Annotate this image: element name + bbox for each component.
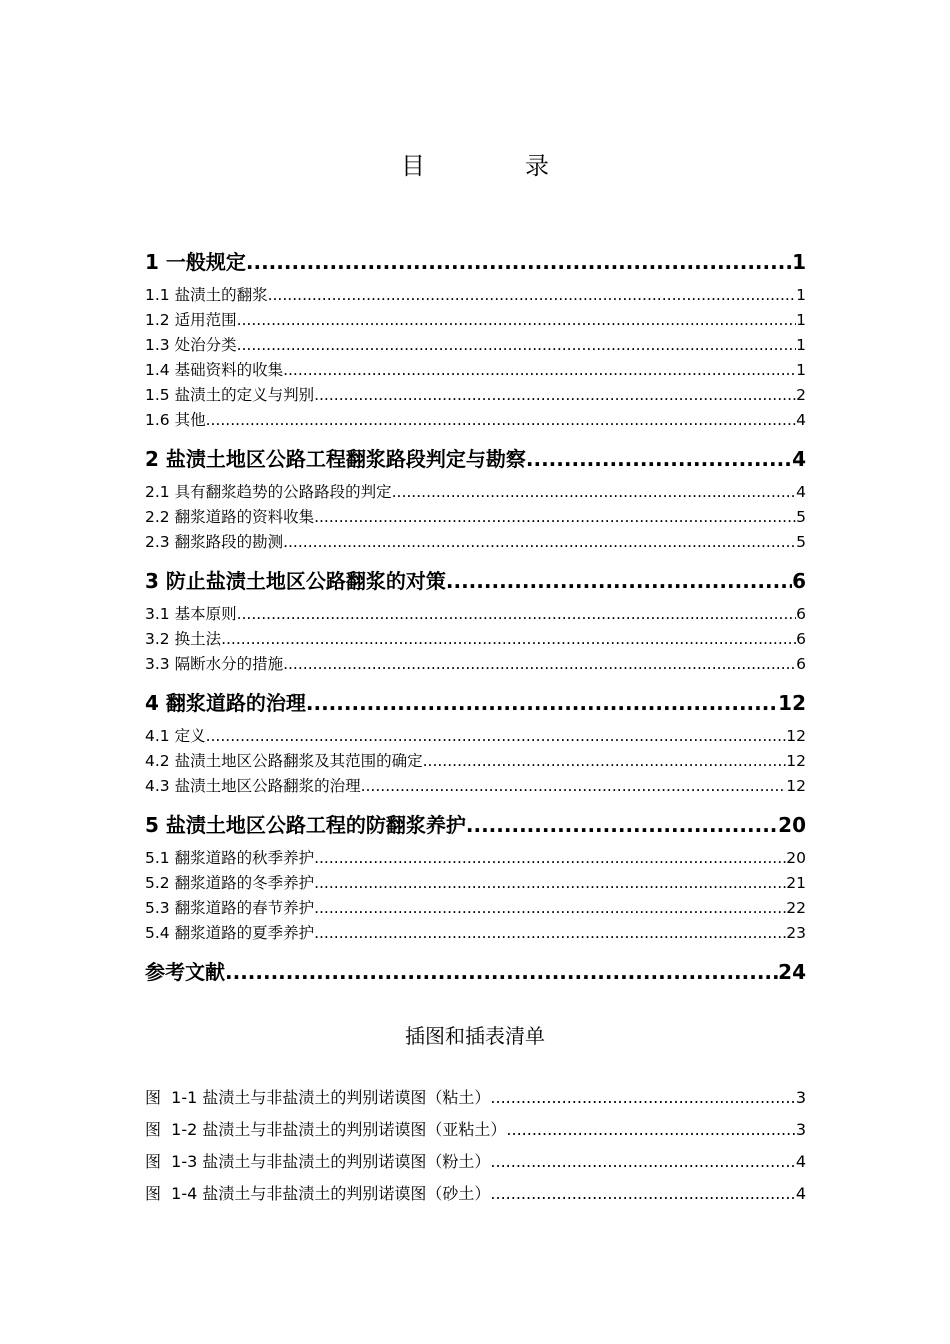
toc-dot-leader — [392, 480, 797, 505]
toc-section-label: 4.3 盐渍土地区公路翻浆的治理 — [145, 777, 361, 795]
toc-section-page: 5 — [796, 533, 806, 551]
toc-section-page: 4 — [796, 483, 806, 501]
figure-label: 图 1-3 盐渍土与非盐渍土的判别诺谟图（粉土） — [145, 1152, 491, 1171]
toc-chapter-entry[interactable] — [145, 248, 806, 276]
toc-section-label: 3.2 换土法 — [145, 630, 222, 648]
toc-dot-leader — [446, 567, 792, 595]
toc-dot-leader — [268, 283, 797, 308]
figure-list-entry[interactable] — [145, 1146, 806, 1178]
toc-dot-leader — [237, 333, 797, 358]
toc-section-label: 3.1 基本原则 — [145, 605, 237, 623]
toc-section-label: 2.2 翻浆道路的资料收集 — [145, 508, 315, 526]
toc-section-page: 1 — [796, 336, 806, 354]
toc-section-label: 1.4 基础资料的收集 — [145, 361, 284, 379]
toc-section-label: 1.5 盐渍土的定义与判别 — [145, 386, 315, 404]
toc-section-entry[interactable] — [145, 627, 806, 652]
toc-section-page: 2 — [796, 386, 806, 404]
toc-section-entry[interactable] — [145, 283, 806, 308]
toc-section-label: 2.1 具有翻浆趋势的公路路段的判定 — [145, 483, 392, 501]
toc-dot-leader — [206, 724, 787, 749]
toc-section-entry[interactable] — [145, 308, 806, 333]
toc-chapter-label: 1 一般规定 — [145, 250, 246, 274]
toc-dot-leader — [314, 921, 786, 946]
toc-section-entry[interactable] — [145, 749, 806, 774]
toc-chapter-entry[interactable] — [145, 445, 806, 473]
toc-chapter-label: 3 防止盐渍土地区公路翻浆的对策 — [145, 569, 446, 593]
toc-chapter-entry[interactable] — [145, 811, 806, 839]
toc-dot-leader — [526, 445, 792, 473]
figure-page: 3 — [795, 1088, 806, 1107]
toc-section-page: 1 — [796, 361, 806, 379]
toc-section-label: 1.1 盐渍土的翻浆 — [145, 286, 268, 304]
toc-title: 目 录 — [401, 152, 587, 180]
toc-chapter-page: 20 — [778, 813, 806, 837]
toc-chapter-label: 4 翻浆道路的治理 — [145, 691, 306, 715]
toc-section-entry[interactable] — [145, 921, 806, 946]
toc-section-page: 21 — [786, 874, 806, 892]
figure-list-entry[interactable] — [145, 1082, 806, 1114]
figure-page: 4 — [795, 1152, 806, 1171]
toc-section-page: 22 — [786, 899, 806, 917]
toc-section-entry[interactable] — [145, 724, 806, 749]
toc-chapter-label: 参考文献 — [145, 960, 225, 984]
toc-section-entry[interactable] — [145, 652, 806, 677]
toc-dot-leader — [306, 689, 778, 717]
toc-section-label: 1.3 处治分类 — [145, 336, 237, 354]
toc-dot-leader — [423, 749, 787, 774]
toc-chapter-page: 4 — [792, 447, 806, 471]
toc-section-entry[interactable] — [145, 530, 806, 555]
toc-section-entry[interactable] — [145, 358, 806, 383]
toc-dot-leader — [283, 652, 796, 677]
toc-section-entry[interactable] — [145, 774, 806, 799]
toc-section-label: 1.2 适用范围 — [145, 311, 237, 329]
toc-chapter-page: 24 — [778, 960, 806, 984]
figure-label: 图 1-1 盐渍土与非盐渍土的判别诺谟图（粘土） — [145, 1088, 491, 1107]
toc-dot-leader — [237, 308, 797, 333]
toc-chapter-entry[interactable] — [145, 689, 806, 717]
toc-section-label: 3.3 隔断水分的措施 — [145, 655, 284, 673]
toc-dot-leader — [466, 811, 778, 839]
toc-section-label: 5.2 翻浆道路的冬季养护 — [145, 874, 315, 892]
toc-section-page: 12 — [786, 777, 806, 795]
figure-page: 3 — [795, 1120, 806, 1139]
figure-dot-leader — [490, 1178, 795, 1210]
toc-chapter-page: 12 — [778, 691, 806, 715]
toc-section-label: 5.3 翻浆道路的春节养护 — [145, 899, 315, 917]
toc-dot-leader — [237, 602, 797, 627]
figure-dot-leader — [490, 1146, 795, 1178]
toc-section-page: 4 — [796, 411, 806, 429]
toc-section-entry[interactable] — [145, 480, 806, 505]
toc-section-page: 1 — [796, 311, 806, 329]
figure-page: 4 — [795, 1184, 806, 1203]
toc-dot-leader — [206, 408, 797, 433]
toc-chapter-page: 6 — [792, 569, 806, 593]
toc-dot-leader — [225, 958, 778, 986]
toc-section-entry[interactable] — [145, 602, 806, 627]
figure-label: 图 1-2 盐渍土与非盐渍土的判别诺谟图（亚粘土） — [145, 1120, 507, 1139]
toc-section-label: 2.3 翻浆路段的勘测 — [145, 533, 284, 551]
toc-section-page: 5 — [796, 508, 806, 526]
figure-dot-leader — [490, 1082, 795, 1114]
toc-chapter-label: 5 盐渍土地区公路工程的防翻浆养护 — [145, 813, 466, 837]
figure-label: 图 1-4 盐渍土与非盐渍土的判别诺谟图（砂土） — [145, 1184, 491, 1203]
toc-dot-leader — [314, 505, 796, 530]
figure-dot-leader — [506, 1114, 795, 1146]
toc-dot-leader — [246, 248, 792, 276]
toc-section-page: 12 — [786, 752, 806, 770]
table-of-contents — [145, 248, 806, 986]
toc-dot-leader — [283, 358, 796, 383]
toc-section-label: 5.4 翻浆道路的夏季养护 — [145, 924, 315, 942]
toc-section-entry[interactable] — [145, 871, 806, 896]
toc-section-entry[interactable] — [145, 408, 806, 433]
figures-list-title: 插图和插表清单 — [405, 1024, 545, 1048]
toc-dot-leader — [314, 383, 796, 408]
toc-chapter-entry[interactable] — [145, 567, 806, 595]
toc-dot-leader — [314, 896, 786, 921]
toc-section-entry[interactable] — [145, 896, 806, 921]
toc-section-entry[interactable] — [145, 333, 806, 358]
figure-list-entry[interactable] — [145, 1178, 806, 1210]
toc-chapter-entry[interactable] — [145, 958, 806, 986]
toc-section-entry[interactable] — [145, 505, 806, 530]
figures-list — [145, 1082, 806, 1210]
toc-section-page: 1 — [796, 286, 806, 304]
toc-section-page: 6 — [796, 605, 806, 623]
toc-section-page: 23 — [786, 924, 806, 942]
figure-list-entry[interactable] — [145, 1114, 806, 1146]
toc-dot-leader — [283, 530, 796, 555]
toc-section-entry[interactable] — [145, 383, 806, 408]
toc-section-label: 1.6 其他 — [145, 411, 206, 429]
toc-section-label: 5.1 翻浆道路的秋季养护 — [145, 849, 315, 867]
toc-section-page: 20 — [786, 849, 806, 867]
toc-section-entry[interactable] — [145, 846, 806, 871]
toc-section-label: 4.1 定义 — [145, 727, 206, 745]
toc-section-page: 6 — [796, 630, 806, 648]
toc-dot-leader — [314, 871, 786, 896]
toc-section-page: 12 — [786, 727, 806, 745]
toc-section-label: 4.2 盐渍土地区公路翻浆及其范围的确定 — [145, 752, 423, 770]
toc-dot-leader — [221, 627, 796, 652]
toc-dot-leader — [361, 774, 787, 799]
toc-chapter-page: 1 — [792, 250, 806, 274]
toc-dot-leader — [314, 846, 786, 871]
toc-section-page: 6 — [796, 655, 806, 673]
toc-chapter-label: 2 盐渍土地区公路工程翻浆路段判定与勘察 — [145, 447, 526, 471]
